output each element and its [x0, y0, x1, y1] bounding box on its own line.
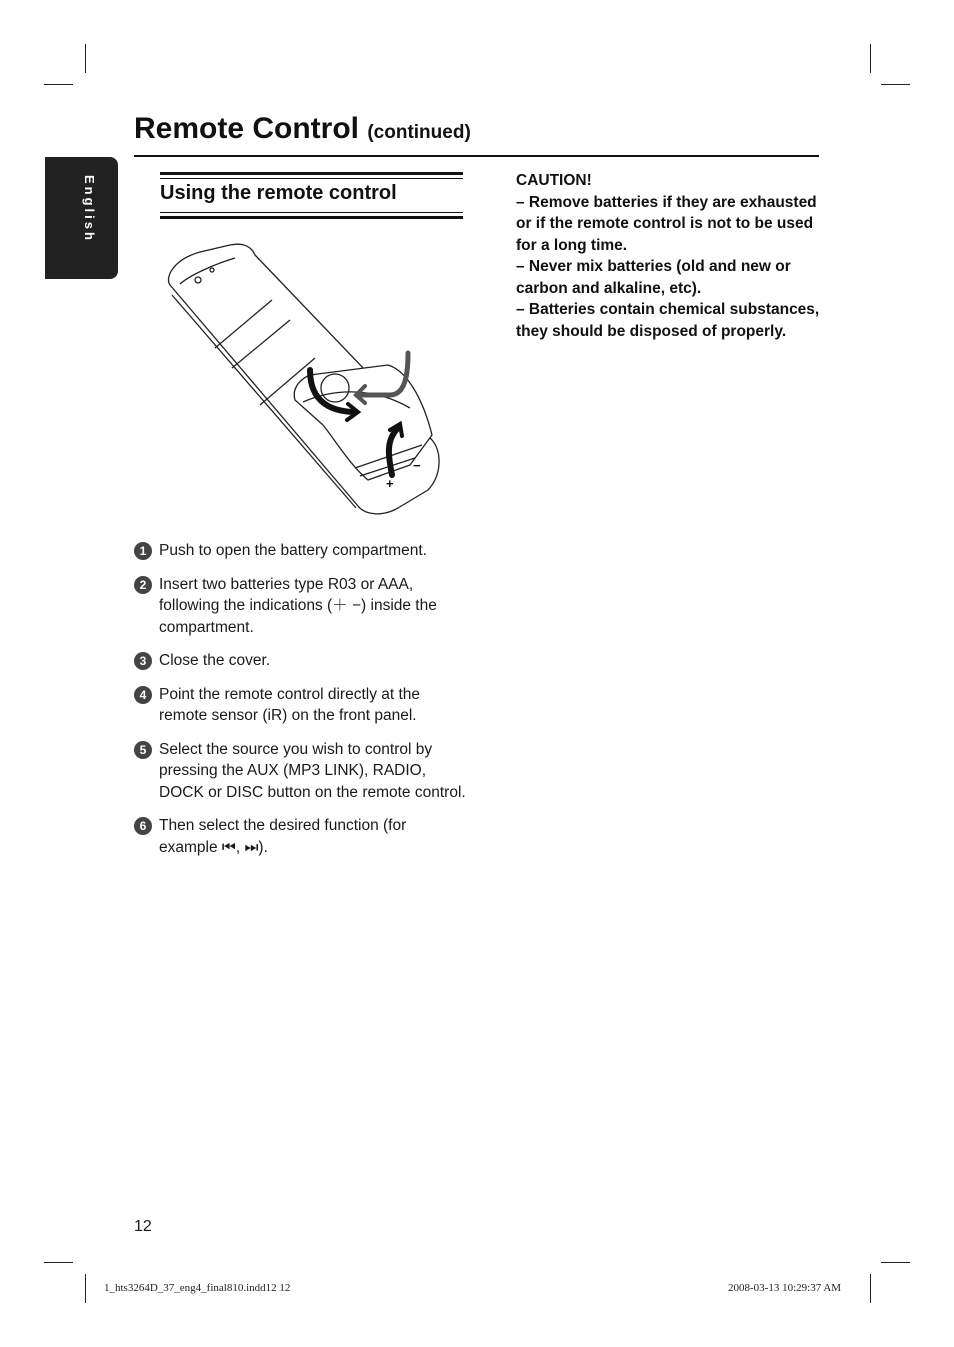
- list-item: [134, 650, 469, 672]
- remote-control-illustration: [160, 240, 460, 525]
- section-rule: [160, 216, 463, 219]
- crop-mark: [44, 1262, 73, 1263]
- step-number: 4: [134, 686, 152, 704]
- step-text: Close the cover.: [159, 652, 271, 669]
- steps-list: [134, 540, 469, 870]
- section-rule: [160, 212, 463, 213]
- step-number: 2: [134, 576, 152, 594]
- caution-item: – Batteries contain chemical substances, they should be disposed of properly.: [516, 301, 820, 340]
- step-text: Point the remote control directly at the remote sensor (iR) on the front panel.: [159, 685, 421, 724]
- page-title-continued: (continued): [367, 122, 471, 143]
- caution-item: – Remove batteries if they are exhausted or if the remote control is not to be used for a long time.: [516, 193, 817, 254]
- step-text: Select the source you wish to control by pressing the AUX (MP3 LINK), RADIO, DOCK or DISC button on the remote control.: [159, 740, 466, 801]
- caution-item: – Never mix batteries (old and new or carbon and alkaline, etc).: [516, 258, 791, 297]
- footer-timestamp: 2008-03-13 10:29:37 AM: [728, 1282, 842, 1294]
- step-number: 3: [134, 652, 152, 670]
- section-title: Using the remote control: [160, 182, 397, 204]
- page-number: 12: [134, 1218, 152, 1235]
- step-number: 5: [134, 741, 152, 759]
- crop-mark: [881, 1262, 910, 1263]
- plus-label: +: [386, 476, 394, 491]
- crop-mark: [85, 1274, 86, 1303]
- crop-mark: [881, 84, 910, 85]
- list-item: [134, 815, 469, 858]
- list-item: [134, 540, 469, 562]
- footer-file: 1_hts3264D_37_eng4_final810.indd12 12: [104, 1282, 291, 1294]
- step-text: Then select the desired function (for example ⏮, ⏭).: [159, 817, 407, 856]
- page-title: [134, 112, 471, 146]
- step-text: Insert two batteries type R03 or AAA, following the indications (＋ −) inside the compartment.: [159, 575, 437, 636]
- title-divider: [134, 155, 819, 157]
- crop-mark: [870, 44, 871, 73]
- list-item: [134, 684, 469, 727]
- crop-mark: [870, 1274, 871, 1303]
- step-number: 1: [134, 542, 152, 560]
- crop-mark: [44, 84, 73, 85]
- language-tab-label: English: [82, 175, 97, 243]
- list-item: [134, 574, 469, 639]
- caution-box: [516, 170, 821, 342]
- step-number: 6: [134, 817, 152, 835]
- section-rule: [160, 172, 463, 175]
- section-rule: [160, 178, 463, 179]
- minus-label: −: [413, 458, 421, 473]
- crop-mark: [85, 44, 86, 73]
- step-text: Push to open the battery compartment.: [159, 542, 427, 559]
- caution-heading: CAUTION!: [516, 172, 592, 189]
- page-title-text: Remote Control: [134, 112, 359, 145]
- language-tab: [45, 157, 118, 279]
- list-item: [134, 739, 469, 804]
